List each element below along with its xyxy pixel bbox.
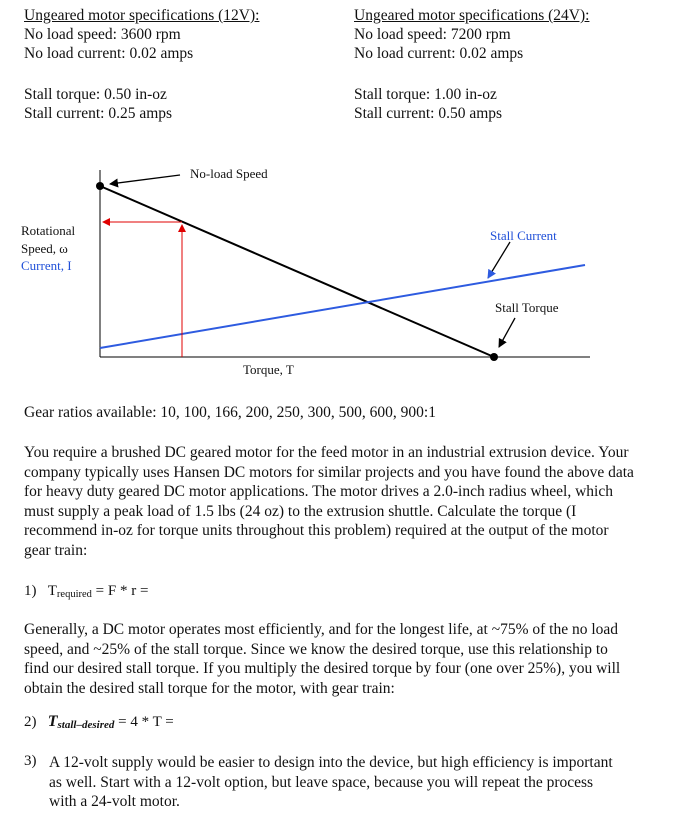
spec-24v-block: [354, 6, 589, 63]
y-axis-label-current: Current, I: [21, 258, 72, 273]
question-1-t: T: [47, 583, 57, 599]
spec-24v-no-load-current: No load current: 0.02 amps: [354, 45, 524, 62]
spec-12v-stall-block: [24, 85, 172, 123]
problem-paragraph: You require a brushed DC geared motor for the feed motor in an industrial extrusion device. Your company typically uses Hansen DC motors for similar projects and you have found the above data for heavy duty geared DC motor applications. The motor drives a 2.0-inch radius wheel, which must supply a peak load of 1.5 lbs (24 oz) to the extrusion shuttle. Calculate the torque (I recommend in-oz for torque units throughout this problem) required at the output of the motor gear train:: [24, 444, 634, 559]
stall-current-label: Stall Current: [490, 228, 557, 243]
spec-24v-heading: Ungeared motor specifications (24V):: [354, 7, 590, 24]
x-axis-label: Torque, T: [243, 362, 294, 377]
spec-24v-no-load-speed: No load speed: 7200 rpm: [354, 26, 511, 43]
speed-torque-line: [100, 186, 494, 357]
question-1-number: 1): [24, 583, 37, 599]
question-2-equation: = 4 * T =: [114, 714, 174, 730]
question-2-number: 2): [24, 714, 37, 730]
stall-torque-point: [490, 353, 498, 361]
spec-24v-stall-torque: Stall torque: 1.00 in-oz: [354, 86, 497, 103]
question-2-subscript: stall–desired: [57, 719, 115, 731]
question-2: [24, 713, 174, 731]
y-axis-label-rotational: Rotational: [21, 223, 76, 238]
question-1-equation: = F * r =: [91, 583, 149, 599]
spec-12v-no-load-current: No load current: 0.02 amps: [24, 45, 194, 62]
spec-12v-no-load-speed: No load speed: 3600 rpm: [24, 26, 181, 43]
spec-24v-stall-current: Stall current: 0.50 amps: [354, 105, 503, 122]
y-axis-label-speed: Speed, ω: [21, 241, 68, 256]
stall-current-arrow: [488, 242, 510, 278]
stall-torque-label: Stall Torque: [495, 300, 559, 315]
gear-ratios: Gear ratios available: 10, 100, 166, 200, 250, 300, 500, 600, 900:1: [24, 404, 436, 421]
question-3-text: A 12-volt supply would be easier to design into the device, but high efficiency is important as well. Start with a 12-volt option, but leave space, because you will repeat the process with a 24-volt motor.: [49, 754, 613, 810]
spec-12v-stall-torque: Stall torque: 0.50 in-oz: [24, 86, 167, 103]
no-load-speed-label: No-load Speed: [190, 166, 268, 181]
spec-12v-block: [24, 6, 259, 63]
question-3-number: 3): [24, 753, 37, 769]
spec-24v-stall-block: [354, 85, 502, 123]
no-load-speed-arrow: [110, 175, 180, 184]
spec-12v-stall-current: Stall current: 0.25 amps: [24, 105, 173, 122]
no-load-speed-point: [96, 182, 104, 190]
efficiency-paragraph: Generally, a DC motor operates most efficiently, and for the longest life, at ~75% of the no load speed, and ~25% of the stall torque. Since we know the desired torque, use this relationship to find our desired stall torque. If you multiply the desired torque by four (one over 25%), you will obtain the desired stall torque for the motor, with gear train:: [24, 621, 621, 697]
question-1-subscript: required: [56, 589, 92, 600]
motor-curve-diagram: [0, 150, 683, 390]
stall-torque-arrow: [499, 318, 515, 347]
question-2-t: T: [47, 713, 58, 730]
spec-12v-heading: Ungeared motor specifications (12V):: [24, 7, 260, 24]
question-1: [24, 583, 148, 600]
